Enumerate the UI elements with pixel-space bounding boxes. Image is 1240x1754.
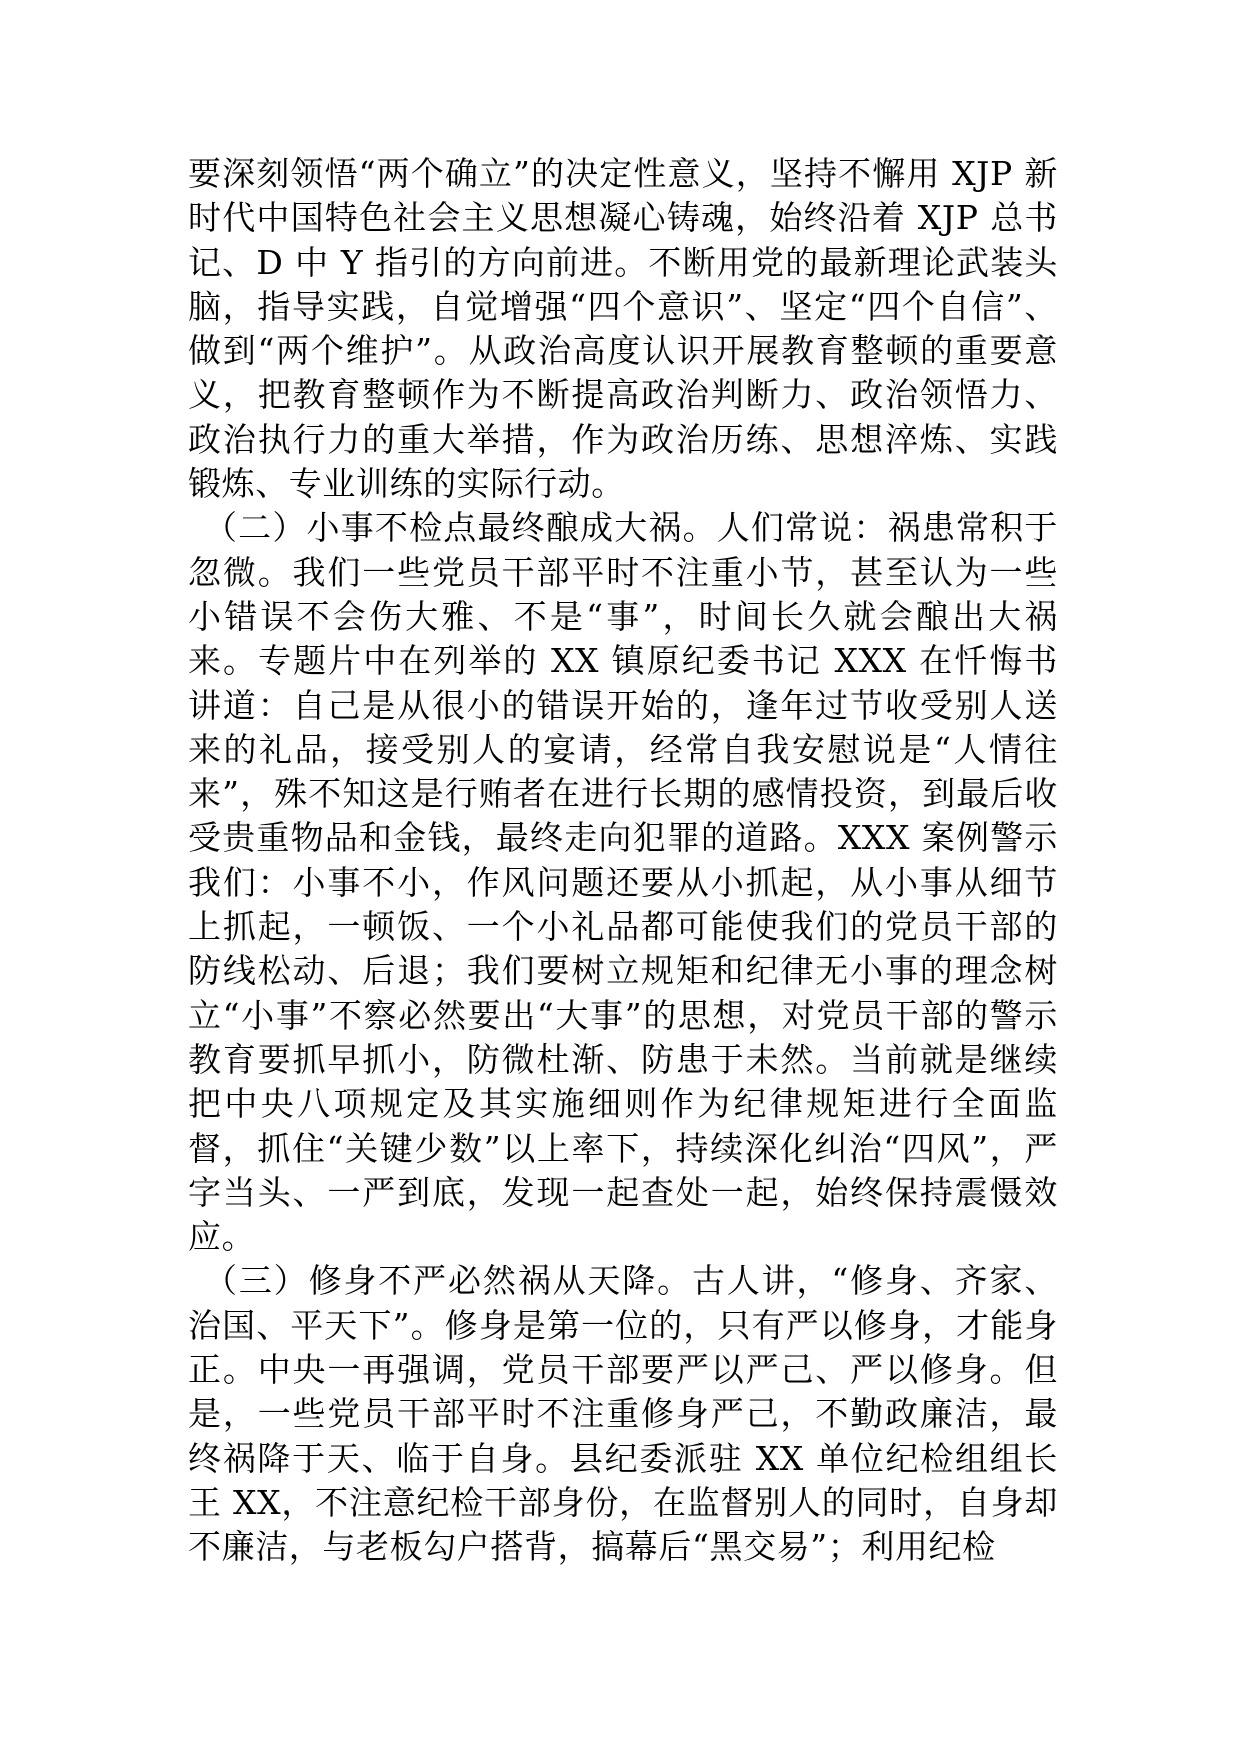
paragraph-small-matters: （二）小事不检点最终酿成大祸。人们常说：祸患常积于忽微。我们一些党员干部平时不注重小节，甚至认为一些小错误不会伤大雅、不是“事”，时间长久就会酿出大祸来。专题片中在列举的 XX 镇原纪委书记 XXX 在忏悔书讲道：自己是从很小的错误开始的，逢年过节收受别人送来的礼品，接受别人的宴请，经常自我安慰说是“人情往来”，殊不知这是行贿者在进行长期的感情投资，到最后收受贵重物品和金钱，最终走向犯罪的道路。XXX 案例警示我们：小事不小，作风问题还要从小抓起，从小事从细节上抓起，一顿饭、一个小礼品都可能使我们的党员干部的防线松动、后退；我们要树立规矩和纪律无小事的理念树立“小事”不察必然要出“大事”的思想，对党员干部的警示教育要抓早抓小，防微杜渐、防患于未然。当前就是继续把中央八项规定及其实施细则作为纪律规矩进行全面监督，抓住“关键少数”以上率下，持续深化纠治“四风”，严字当头、一严到底，发现一起查处一起，始终保持震慑效应。 [188,508,1058,1257]
paragraph-self-cultivation: （三）修身不严必然祸从天降。古人讲，“修身、齐家、治国、平天下”。修身是第一位的，只有严以修身，才能身正。中央一再强调，党员干部要严以严己、严以修身。但是，一些党员干部平时不注重修身严己，不勤政廉洁，最终祸降于天、临于自身。县纪委派驻 XX 单位纪检组组长王 XX，不注意纪检干部身份，在监督别人的同时，自身却不廉洁，与老板勾户搭背，搞幕后“黑交易”；利用纪检 [188,1261,1058,1567]
document-body [188,152,1058,1570]
paragraph-political-study: 要深刻领悟“两个确立”的决定性意义，坚持不懈用 XJP 新时代中国特色社会主义思想凝心铸魂，始终沿着 XJP 总书记、D 中 Y 指引的方向前进。不断用党的最新理论武装头脑，指导实践，自觉增强“四个意识”、坚定“四个自信”、做到“两个维护”。从政治高度认识开展教育整顿的重要意义，把教育整顿作为不断提高政治判断力、政治领悟力、政治执行力的重大举措，作为政治历练、思想淬炼、实践锻炼、专业训练的实际行动。 [188,154,1058,504]
